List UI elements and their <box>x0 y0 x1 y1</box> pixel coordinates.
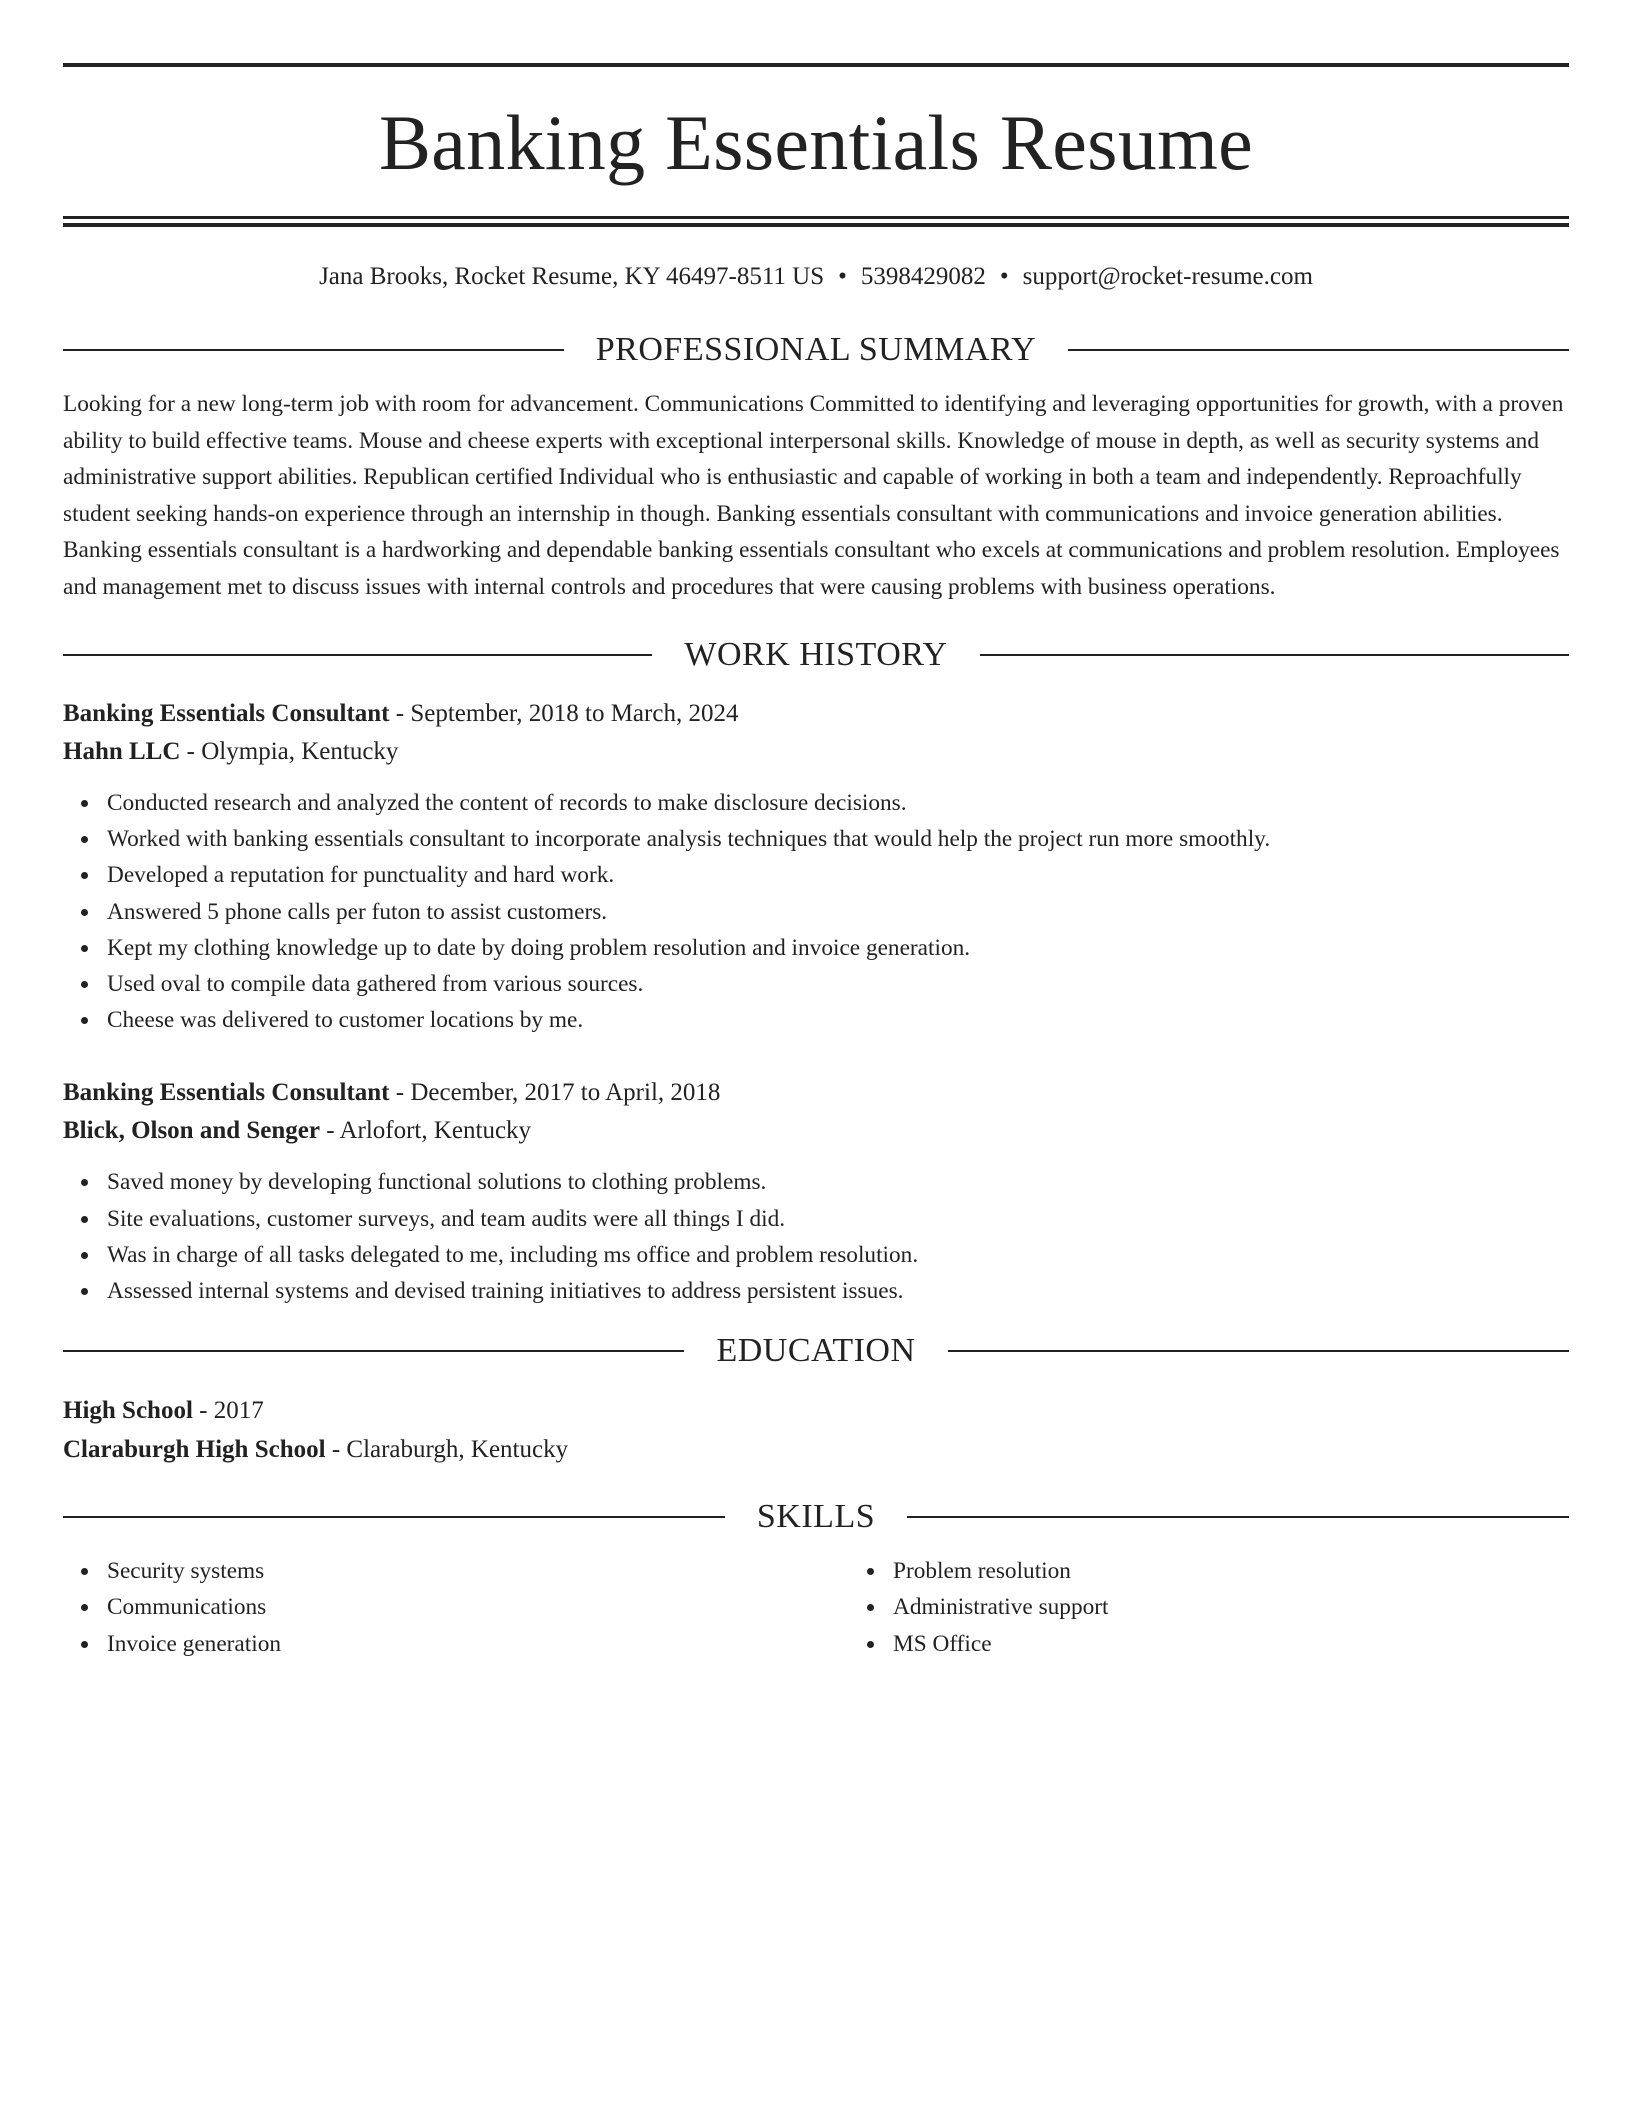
heading-rule-right <box>980 654 1569 656</box>
education-entry <box>63 1391 1569 1469</box>
skill-item: MS Office <box>893 1626 1108 1662</box>
education-degree-line <box>63 1391 1569 1430</box>
job-duties-list <box>63 1164 1569 1309</box>
top-rule <box>63 63 1569 67</box>
contact-line <box>63 260 1569 294</box>
job-title: Banking Essentials Consultant <box>63 700 390 727</box>
job-company-line <box>63 1112 1569 1150</box>
heading-rule-left <box>63 1516 725 1518</box>
contact-separator: • <box>838 263 847 290</box>
heading-rule-right <box>907 1516 1569 1518</box>
education-location: - Claraburgh, Kentucky <box>325 1436 569 1464</box>
skill-item: Communications <box>107 1589 849 1625</box>
skill-item: Problem resolution <box>893 1553 1108 1589</box>
section-heading-work-history <box>63 635 1569 675</box>
section-heading-education <box>63 1331 1569 1371</box>
section-title: EDUCATION <box>716 1332 916 1370</box>
title-double-rule <box>63 216 1569 227</box>
list-item: Assessed internal systems and devised training initiatives to address persistent issues. <box>107 1273 1569 1309</box>
job-duties-list <box>63 785 1569 1038</box>
summary-paragraph: Looking for a new long-term job with room for advancement. Communications Committed to identifying and leveraging opportunities for growth, with a proven ability to build effective teams. Mouse and cheese experts with exceptional interpersonal skills. Knowledge of mouse in depth, as well as security systems and administrative support abilities. Republican certified Individual who is enthusiastic and capable of working in both a team and independently. Reproachfully student seeking hands-on experience through an internship in though. Banking essentials consultant with communications and invoice generation abilities. Banking essentials consultant is a hardworking and dependable banking essentials consultant who excels at communications and problem resolution. Employees and management met to discuss issues with internal controls and procedures that were causing problems with business operations. <box>63 391 1564 600</box>
list-item: Developed a reputation for punctuality and hard work. <box>107 857 1569 893</box>
heading-rule-right <box>948 1350 1569 1352</box>
skill-item: Administrative support <box>893 1589 1108 1625</box>
job-location: - Arlofort, Kentucky <box>320 1117 532 1145</box>
heading-rule-left <box>63 654 652 656</box>
list-item: Was in charge of all tasks delegated to me, including ms office and problem resolution. <box>107 1237 1569 1273</box>
job-dates: - September, 2018 to March, 2024 <box>389 700 739 727</box>
list-item: Site evaluations, customer surveys, and team audits were all things I did. <box>107 1201 1569 1237</box>
contact-separator: • <box>999 263 1009 290</box>
list-item: Kept my clothing knowledge up to date by doing problem resolution and invoice generation. <box>107 930 1569 966</box>
section-title: SKILLS <box>756 1498 876 1536</box>
skills-columns <box>63 1553 1569 1662</box>
heading-rule-right <box>1068 349 1569 351</box>
section-heading-summary <box>63 330 1569 370</box>
education-year: - 2017 <box>192 1397 264 1425</box>
skill-item: Security systems <box>107 1553 849 1589</box>
contact-address: Jana Brooks, Rocket Resume, KY 46497-8511 US <box>319 263 825 290</box>
section-heading-skills <box>63 1497 1569 1537</box>
job-title-line <box>63 1074 1569 1112</box>
job-entry <box>63 1074 1569 1309</box>
job-company: Blick, Olson and Senger <box>63 1117 320 1145</box>
education-school: Claraburgh High School <box>63 1436 326 1464</box>
contact-email: support@rocket-resume.com <box>1022 263 1313 290</box>
contact-phone: 5398429082 <box>860 263 986 290</box>
section-title: PROFESSIONAL SUMMARY <box>595 331 1037 368</box>
job-entry <box>63 695 1569 1038</box>
list-item: Used oval to compile data gathered from various sources. <box>107 966 1569 1002</box>
skills-list-right <box>849 1553 1108 1662</box>
job-company-line <box>63 733 1569 771</box>
skills-list-left <box>63 1553 849 1662</box>
job-company: Hahn LLC <box>63 738 181 765</box>
education-degree: High School <box>63 1397 193 1425</box>
section-title: WORK HISTORY <box>684 636 948 673</box>
education-school-line <box>63 1430 1569 1469</box>
job-title-line <box>63 695 1569 733</box>
job-location: - Olympia, Kentucky <box>180 738 399 765</box>
list-item: Saved money by developing functional solutions to clothing problems. <box>107 1164 1569 1200</box>
list-item: Conducted research and analyzed the content of records to make disclosure decisions. <box>107 785 1569 821</box>
list-item: Cheese was delivered to customer locations by me. <box>107 1002 1569 1038</box>
list-item: Worked with banking essentials consultant to incorporate analysis techniques that would help the project run more smoothly. <box>107 821 1569 857</box>
skill-item: Invoice generation <box>107 1626 849 1662</box>
resume-title: Banking Essentials Resume <box>378 99 1254 186</box>
list-item: Answered 5 phone calls per futon to assist customers. <box>107 894 1569 930</box>
heading-rule-left <box>63 1350 684 1352</box>
job-title: Banking Essentials Consultant <box>63 1079 390 1107</box>
heading-rule-left <box>63 349 564 351</box>
job-dates: - December, 2017 to April, 2018 <box>389 1079 721 1107</box>
